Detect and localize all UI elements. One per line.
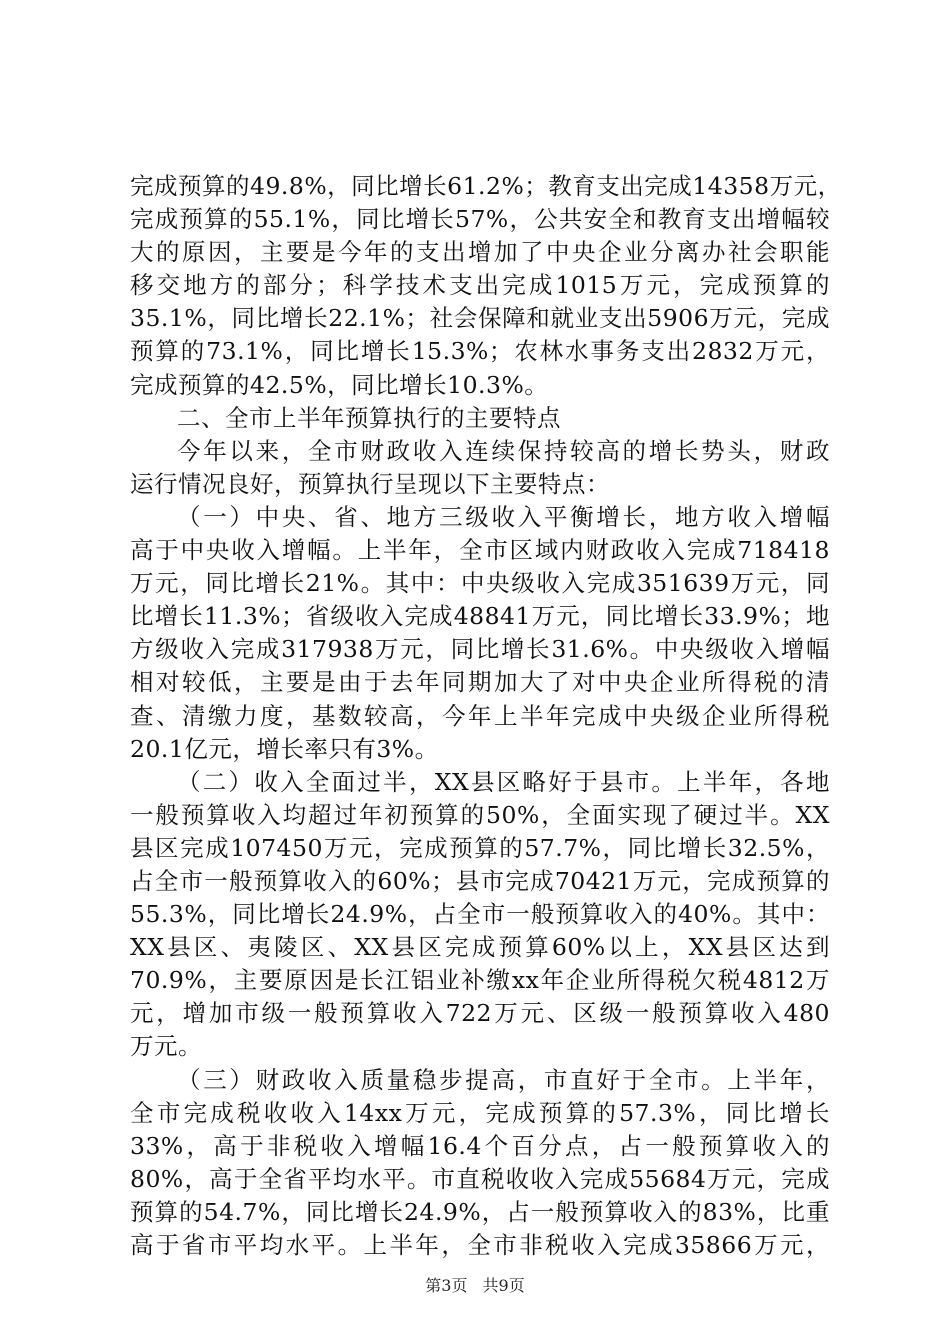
text-line: 20.1亿元，增长率只有3%。	[130, 734, 439, 763]
text-line: 全市完成税收收入14xx万元，完成预算的57.3%，同比增长	[130, 1098, 830, 1127]
text-line: 高于中央收入增幅。上半年，全市区域内财政收入完成718418	[130, 536, 830, 565]
page-footer	[0, 1275, 950, 1297]
subsection-heading: （二）收入全面过半，XX县区略好于县市。上半年，各地	[177, 767, 830, 796]
text-line: 县区完成107450万元，完成预算的57.7%，同比增长32.5%，	[130, 833, 830, 862]
text-line: XX县区、夷陵区、XX县区完成预算60%以上，XX县区达到	[130, 933, 830, 962]
page-number: 第3页	[425, 1276, 468, 1295]
subsection-heading: （一）中央、省、地方三级收入平衡增长，地方收入增幅	[177, 502, 830, 531]
text-line: 完成预算的49.8%，同比增长61.2%；教育支出完成14358万元，	[130, 172, 842, 200]
text-line: 大的原因，主要是今年的支出增加了中央企业分离办社会职能	[130, 238, 830, 267]
text-line: 预算的54.7%，同比增长24.9%，占一般预算收入的83%，比重	[130, 1197, 830, 1226]
text-line: 万元，同比增长21%。其中：中央级收入完成351639万元，同	[130, 569, 830, 598]
text-line: 占全市一般预算收入的60%；县市完成70421万元，完成预算的	[130, 866, 830, 895]
text-line: 70.9%，主要原因是长江铝业补缴xx年企业所得税欠税4812万	[130, 966, 830, 995]
text-line: 方级收入完成317938万元，同比增长31.6%。中央级收入增幅	[130, 635, 830, 664]
text-line: 33%，高于非税收入增幅16.4个百分点，占一般预算收入的	[130, 1131, 830, 1160]
text-line: 80%，高于全省平均水平。市直税收收入完成55684万元，完成	[130, 1164, 830, 1193]
text-line: 查、清缴力度，基数较高，今年上半年完成中央级企业所得税	[130, 701, 830, 730]
text-line: 完成预算的42.5%，同比增长10.3%。	[130, 370, 549, 399]
text-line: 今年以来，全市财政收入连续保持较高的增长势头，财政	[177, 436, 830, 465]
subsection-heading: （三）财政收入质量稳步提高，市直好于全市。上半年，	[177, 1065, 830, 1094]
text-line: 移交地方的部分；科学技术支出完成1015万元，完成预算的	[130, 271, 830, 300]
text-line: 相对较低，主要是由于去年同期加大了对中央企业所得税的清	[130, 668, 830, 697]
section-heading: 二、全市上半年预算执行的主要特点	[177, 403, 561, 432]
text-line: 55.3%，同比增长24.9%，占全市一般预算收入的40%。其中：	[130, 900, 830, 929]
text-line: 万元。	[130, 1032, 202, 1061]
page-total: 共9页	[482, 1276, 525, 1295]
text-line: 一般预算收入均超过年初预算的50%，全面实现了硬过半。XX	[130, 800, 830, 829]
document-body	[130, 170, 842, 1262]
text-line: 完成预算的55.1%，同比增长57%，公共安全和教育支出增幅较	[130, 205, 830, 234]
text-line: 比增长11.3%；省级收入完成48841万元，同比增长33.9%；地	[130, 602, 830, 631]
text-line: 高于省市平均水平。上半年，全市非税收入完成35866万元，	[130, 1231, 830, 1259]
text-line: 预算的73.1%，同比增长15.3%；农林水事务支出2832万元，	[130, 337, 830, 366]
text-line: 35.1%，同比增长22.1%；社会保障和就业支出5906万元，完成	[130, 304, 830, 333]
text-line: 运行情况良好，预算执行呈现以下主要特点：	[130, 469, 610, 498]
text-line: 元，增加市级一般预算收入722万元、区级一般预算收入480	[130, 999, 830, 1028]
